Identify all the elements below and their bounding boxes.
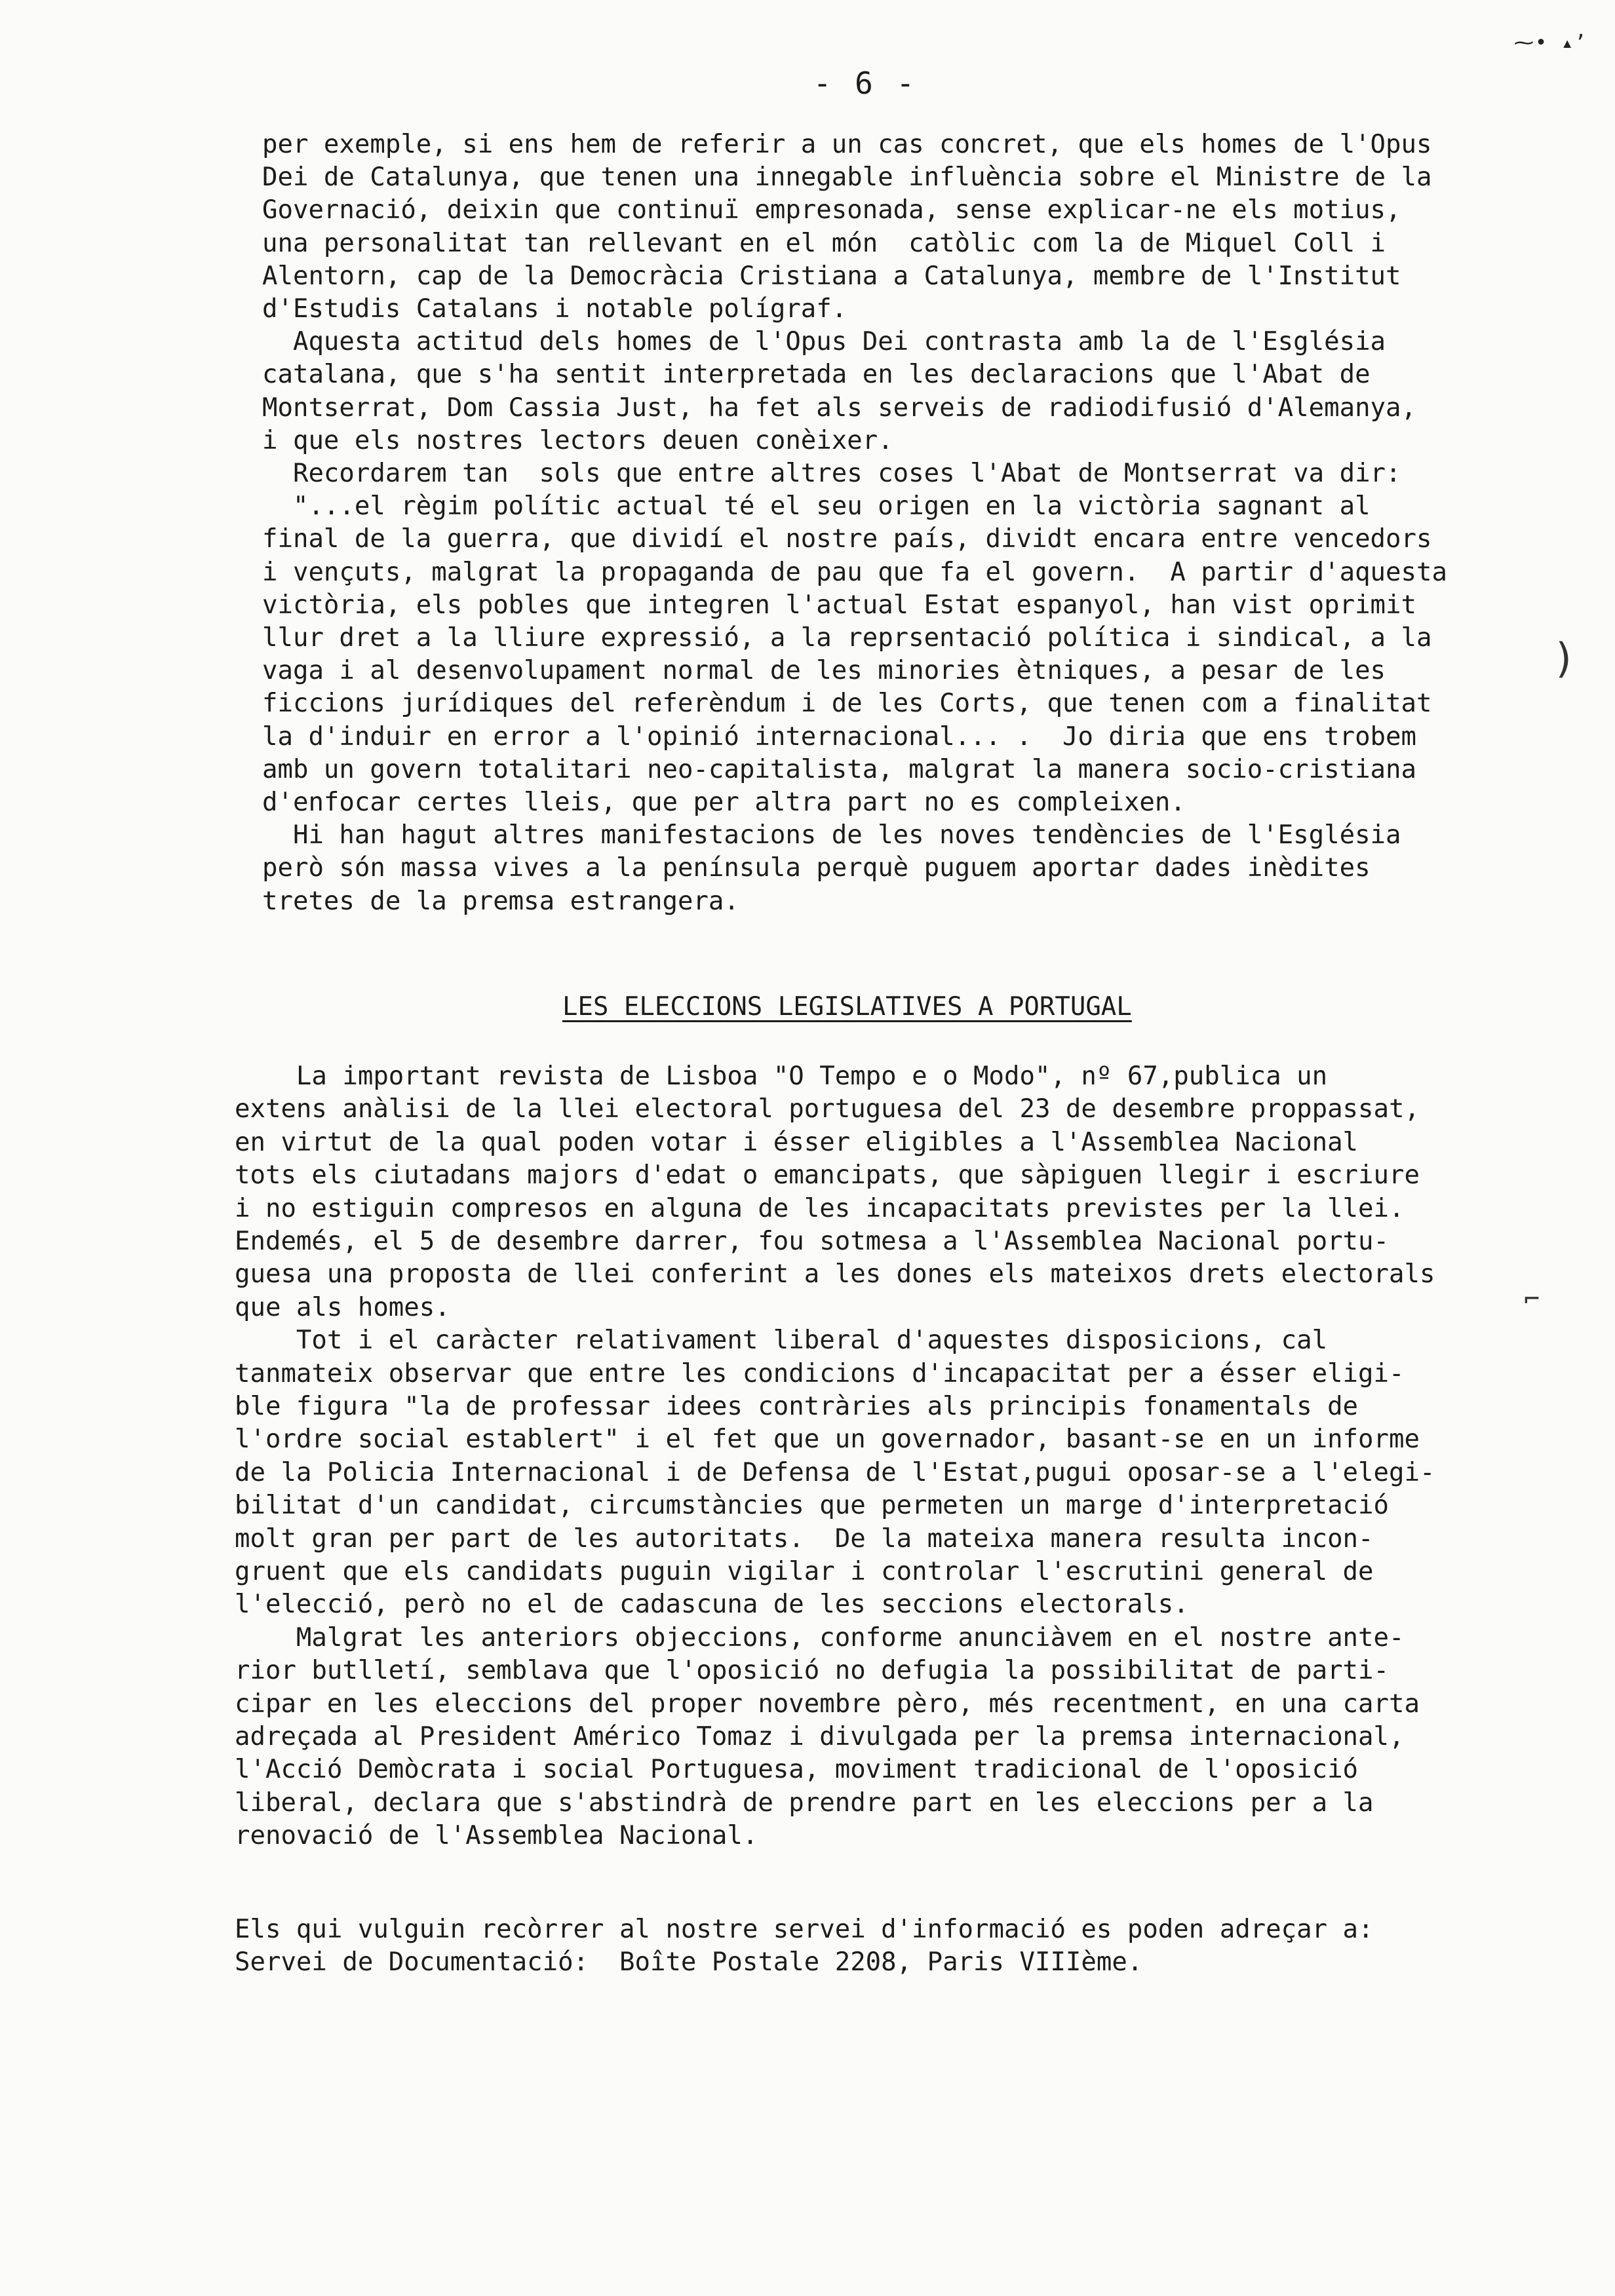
text-line: liberal, declara que s'abstindrà de prendre part en les eleccions per a la — [235, 1788, 1374, 1818]
text-line: ficcions jurídiques del referèndum i de les Corts, que tenen com a finalitat — [262, 689, 1432, 719]
text-line: final de la guerra, que dividí el nostre país, dividt encara entre vencedors — [262, 524, 1432, 554]
text-line: i que els nostres lectors deuen conèixer. — [262, 425, 893, 455]
text-line: bilitat d'un candidat, circumstàncies que permeten un marge d'interpretació — [235, 1491, 1389, 1521]
text-line: una personalitat tan rellevant en el món catòlic com la de Miquel Coll i — [262, 228, 1386, 258]
text-line: Aquesta actitud dels homes de l'Opus Dei contrasta amb la de l'Església — [262, 327, 1386, 357]
text-line: l'elecció, però no el de cadascuna de les seccions electorals. — [235, 1590, 1189, 1620]
text-line: gruent que els candidats puguin vigilar i controlar l'escrutini general de — [235, 1557, 1374, 1586]
text-line: l'Acció Demòcrata i social Portuguesa, moviment tradicional de l'oposició — [235, 1755, 1359, 1785]
text-line: en virtut de la qual poden votar i ésser eligibles a l'Assemblea Nacional — [235, 1127, 1359, 1157]
text-line: Montserrat, Dom Cassia Just, ha fet als serveis de radiodifusió d'Alemanya, — [262, 392, 1416, 423]
text-line: victòria, els pobles que integren l'actual Estat espanyol, han vist oprimit — [262, 590, 1416, 620]
text-line: extens anàlisi de la llei electoral portuguesa del 23 de desembre proppassat, — [235, 1094, 1420, 1124]
text-line: i no estiguin compresos en alguna de les incapacitats previstes per la llei. — [235, 1193, 1405, 1223]
margin-hook-mark: ⌐ — [1524, 1284, 1540, 1314]
text-line: Governació, deixin que continuï empresonada, sense explicar-ne els motius, — [262, 195, 1401, 225]
text-line: l'ordre social establert" i el fet que un governador, basant-se en un informe — [235, 1425, 1420, 1455]
text-line: d'Estudis Catalans i notable polígraf. — [262, 294, 847, 324]
margin-parenthesis-mark: ) — [1552, 634, 1577, 682]
text-line: renovació de l'Assemblea Nacional. — [235, 1821, 758, 1851]
text-line: molt gran per part de les autoritats. De la mateixa manera resulta incon- — [235, 1523, 1374, 1554]
text-line: ble figura "la de professar idees contràries als principis fonamentals de — [235, 1392, 1359, 1421]
text-line: Tot i el caràcter relativament liberal d'aquestes disposicions, cal — [235, 1326, 1328, 1356]
text-line: però són massa vives a la península perquè puguem aportar dades inèdites — [262, 853, 1371, 883]
text-line: rior butlletí, semblava que l'oposició no defugia la possibilitat de parti- — [235, 1656, 1389, 1686]
text-line: Servei de Documentació: Boîte Postale 2208, Paris VIIIème. — [235, 1947, 1143, 1977]
text-line: La important revista de Lisboa "O Tempo e o Modo", nº 67,publica un — [235, 1062, 1328, 1091]
text-line: Alentorn, cap de la Democràcia Cristiana a Catalunya, membre de l'Institut — [262, 261, 1401, 291]
text-line: Hi han hagut altres manifestacions de les noves tendències de l'Església — [262, 820, 1401, 851]
text-line: "...el règim polític actual té el seu origen en la victòria sagnant al — [262, 491, 1371, 522]
page-number: - 6 - — [813, 66, 918, 101]
text-line: la d'induir en error a l'opinió internacional... . Jo diria que ens trobem — [262, 721, 1416, 752]
text-line: llur dret a la lliure expressió, a la reprsentació política i sindical, a la — [262, 623, 1432, 653]
text-line: Endemés, el 5 de desembre darrer, fou sotmesa a l'Assemblea Nacional portu- — [235, 1227, 1389, 1256]
text-line: tretes de la premsa estrangera. — [262, 886, 739, 916]
text-line: i vençuts, malgrat la propaganda de pau que fa el govern. A partir d'aquesta — [262, 557, 1447, 587]
section-heading: LES ELECCIONS LEGISLATIVES A PORTUGAL — [562, 992, 1132, 1022]
text-line: Malgrat les anteriors objeccions, conforme anunciàvem en el nostre ante- — [235, 1622, 1405, 1653]
text-line: adreçada al President Américo Tomaz i divulgada per la premsa internacional, — [235, 1722, 1405, 1751]
text-line: d'enfocar certes lleis, que per altra part no es compleixen. — [262, 788, 1186, 817]
text-line: que als homes. — [235, 1292, 450, 1322]
text-line: de la Policia Internacional i de Defensa de l'Estat,pugui oposar-se a l'elegi- — [235, 1457, 1435, 1487]
top-right-scan-mark: ⁓• ▴ʼ — [1514, 31, 1588, 54]
text-line: tanmateix observar que entre les condicions d'incapacitat per a ésser eligi- — [235, 1358, 1405, 1388]
text-line: Els qui vulguin recòrrer al nostre servei d'informació es poden adreçar a: — [235, 1915, 1374, 1944]
text-line: Dei de Catalunya, que tenen una innegable influència sobre el Ministre de la — [262, 163, 1432, 193]
text-line: cipar en les eleccions del proper novembre pèro, més recentment, en una carta — [235, 1689, 1420, 1719]
text-line: tots els ciutadans majors d'edat o emancipats, que sàpiguen llegir i escriure — [235, 1160, 1420, 1191]
text-line: guesa una proposta de llei conferint a les dones els mateixos drets electorals — [235, 1259, 1435, 1290]
text-line: amb un govern totalitari neo-capitalista, malgrat la manera socio-cristiana — [262, 754, 1416, 784]
text-line: catalana, que s'ha sentit interpretada en les declaracions que l'Abat de — [262, 360, 1371, 390]
text-line: Recordarem tan sols que entre altres coses l'Abat de Montserrat va dir: — [262, 459, 1401, 488]
text-line: vaga i al desenvolupament normal de les minories ètniques, a pesar de les — [262, 656, 1386, 686]
text-line: per exemple, si ens hem de referir a un cas concret, que els homes de l'Opus — [262, 130, 1432, 159]
